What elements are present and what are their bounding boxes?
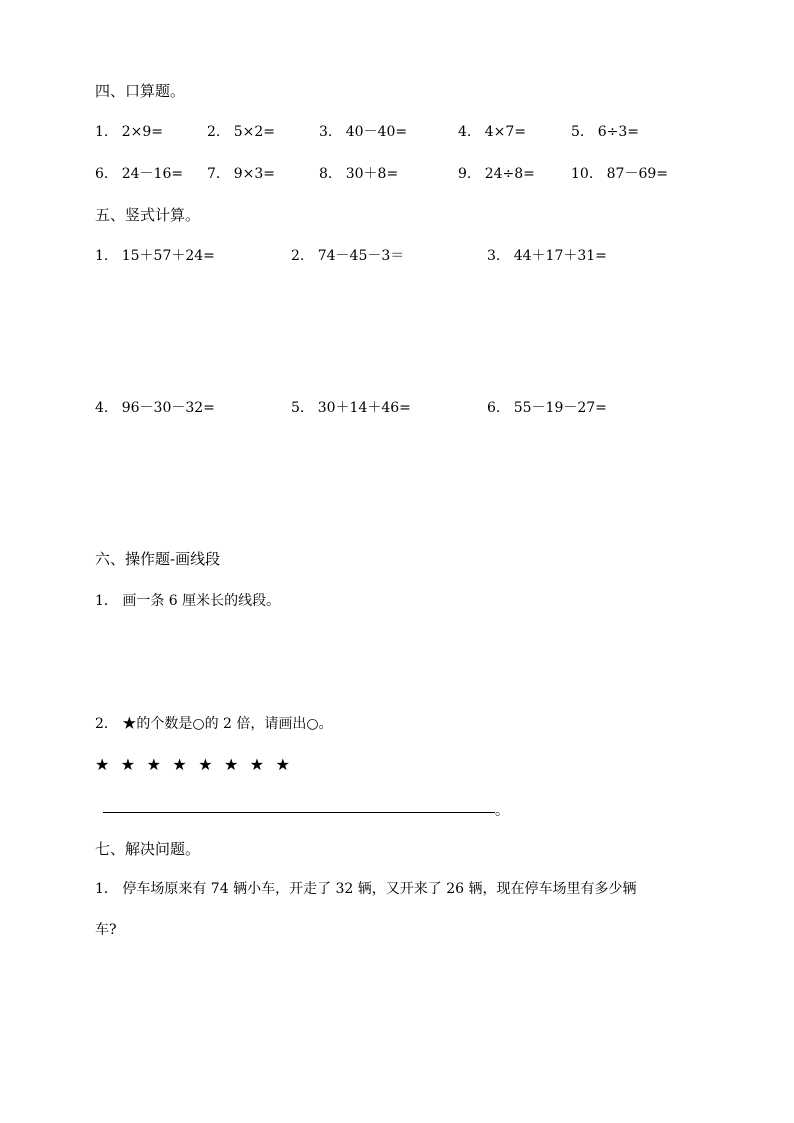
item-expression: 2×9=: [121, 124, 163, 140]
item-expression: 24－16=: [121, 166, 184, 182]
item-number: 5.: [291, 400, 305, 416]
star-icon: ★: [146, 755, 161, 774]
item-number: 9.: [458, 166, 472, 182]
item-expression: 4×7=: [484, 124, 526, 140]
item-expression: 55－19－27=: [513, 400, 607, 416]
item-number: 4.: [458, 124, 472, 140]
item-number: 4.: [95, 400, 109, 416]
answer-line-period: 。: [495, 803, 509, 819]
item-expression: 5×2=: [233, 124, 275, 140]
star-icon: ★: [172, 755, 187, 774]
oral-calc-item: [95, 123, 163, 141]
item-expression: 6÷3=: [597, 124, 639, 140]
star-row: [95, 756, 297, 775]
item-expression: 24÷8=: [484, 166, 535, 182]
oral-calc-item: [458, 165, 535, 183]
vertical-calc-item: [291, 247, 404, 265]
item-expression: 30＋14＋46=: [317, 400, 411, 416]
item-expression: 30＋8=: [345, 166, 399, 182]
item-number: 1.: [95, 124, 109, 140]
section-5-title: 五、竖式计算。: [95, 206, 201, 224]
vertical-calc-item: [95, 247, 215, 265]
item-expression: 87－69=: [606, 166, 668, 182]
oral-calc-item: [207, 123, 275, 141]
answer-blank-line: [103, 812, 495, 813]
star-icon: ★: [249, 755, 265, 774]
vertical-calc-item: [95, 399, 215, 417]
star-icon: ★: [275, 755, 290, 774]
item-number: 2.: [207, 124, 221, 140]
oral-calc-item: [319, 123, 407, 141]
item-number: 6.: [95, 166, 109, 182]
item-number: 3.: [487, 248, 501, 264]
star-icon: ★: [198, 755, 213, 774]
star-icon: ★: [223, 755, 239, 774]
item-expression: 96－30－32=: [121, 400, 215, 416]
oral-calc-item: [95, 165, 183, 183]
oral-calc-item: [319, 165, 398, 183]
oral-calc-item: [571, 165, 668, 183]
oral-calc-item: [458, 123, 526, 141]
oral-calc-item: [207, 165, 275, 183]
question-draw-segment: 1． 画一条 6 厘米长的线段。: [95, 593, 281, 609]
item-number: 5.: [571, 124, 585, 140]
star-icon: ★: [95, 755, 110, 774]
item-number: 10.: [571, 166, 594, 182]
section-4-title: 四、口算题。: [95, 82, 186, 100]
star-icon: ★: [120, 755, 136, 774]
item-number: 6.: [487, 400, 501, 416]
item-expression: 15＋57＋24=: [121, 248, 215, 264]
item-number: 7.: [207, 166, 221, 182]
oral-calc-item: [571, 123, 639, 141]
question-draw-circles: 2． ★的个数是○的 2 倍，请画出○。: [95, 716, 333, 732]
item-expression: 44＋17＋31=: [513, 248, 607, 264]
vertical-calc-item: [291, 399, 411, 417]
word-problem-line-2: 车?: [95, 922, 117, 938]
item-expression: 74－45－3＝: [317, 248, 405, 264]
item-expression: 40－40=: [345, 124, 408, 140]
word-problem-line-1: 1． 停车场原来有 74 辆小车，开走了 32 辆，又开来了 26 辆，现在停车场里有多少辆: [95, 881, 637, 897]
item-expression: 9×3=: [233, 166, 275, 182]
item-number: 3.: [319, 124, 333, 140]
vertical-calc-item: [487, 399, 607, 417]
item-number: 2.: [291, 248, 305, 264]
section-7-title: 七、解决问题。: [95, 840, 201, 858]
item-number: 8.: [319, 166, 333, 182]
item-number: 1.: [95, 248, 109, 264]
vertical-calc-item: [487, 247, 607, 265]
section-6-title: 六、操作题-画线段: [95, 550, 221, 568]
